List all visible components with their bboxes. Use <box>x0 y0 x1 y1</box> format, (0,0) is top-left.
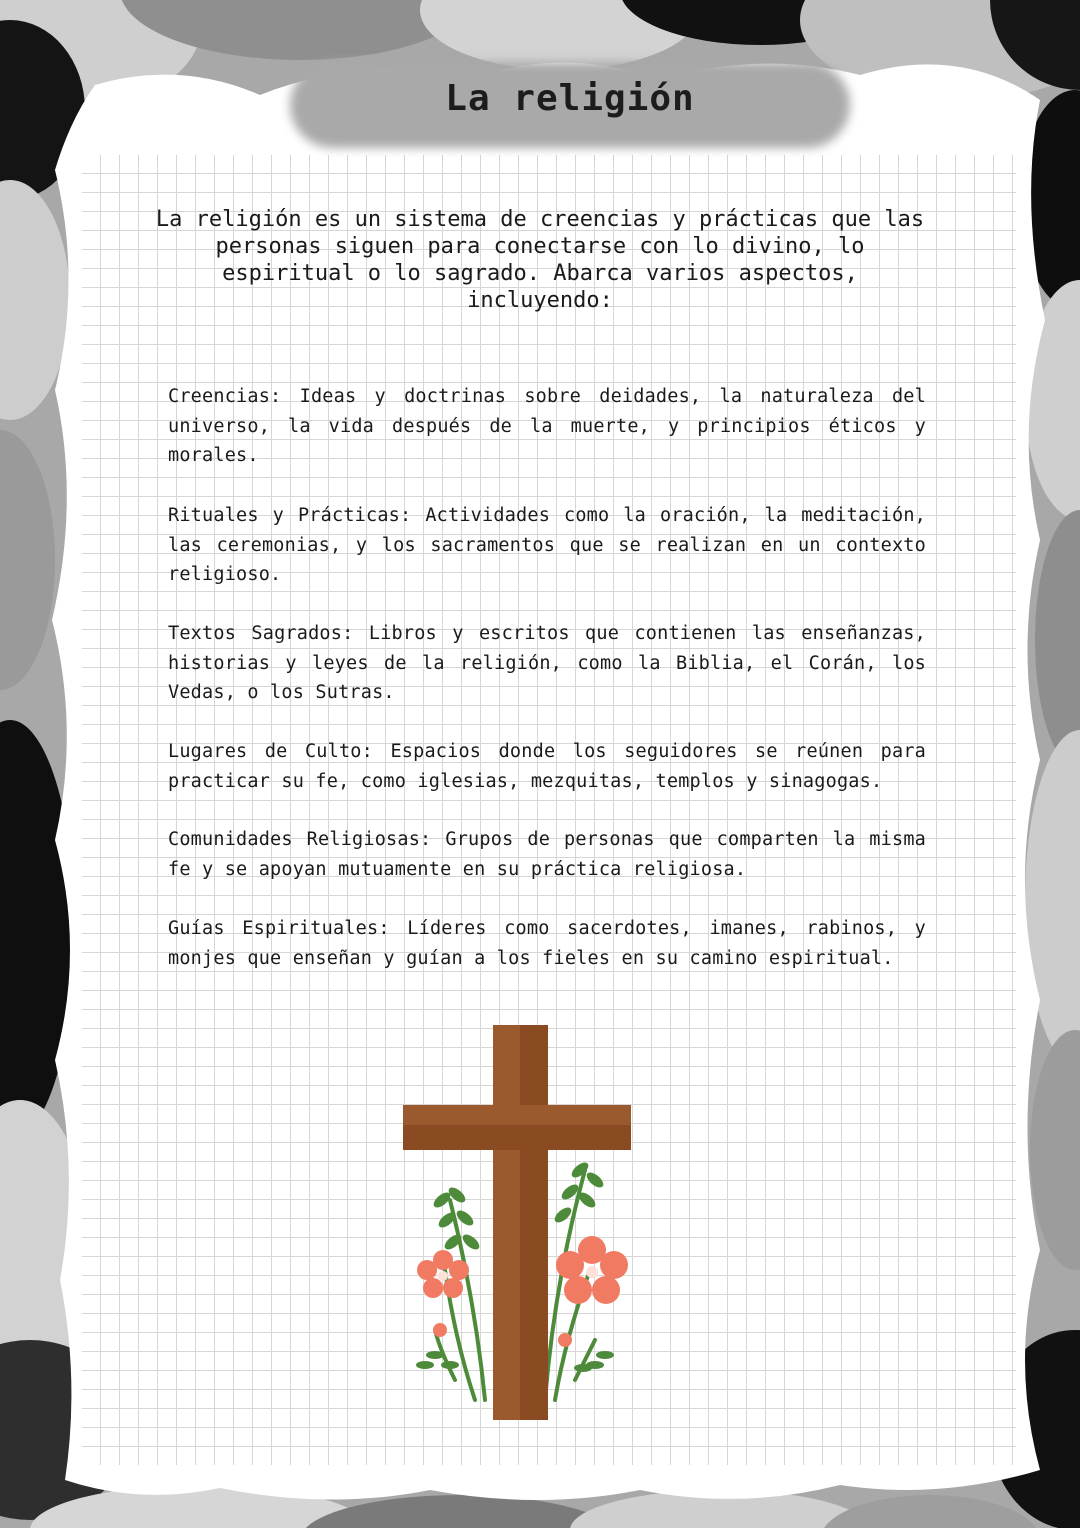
item-creencias <box>168 382 926 471</box>
item-text: Libros y escritos que contienen las enseñanzas, historias y leyes de la religión, como la Biblia, el Corán, los Vedas, o los Sutras. <box>168 623 926 703</box>
item-lugares-de-culto <box>168 737 926 796</box>
page-title: La religión <box>445 78 695 119</box>
item-text: Ideas y doctrinas sobre deidades, la naturaleza del universo, la vida después de la muerte, y principios éticos y morales. <box>168 386 926 466</box>
item-text: Actividades como la oración, la meditación, las ceremonias, y los sacramentos que se realizan en un contexto religioso. <box>168 505 926 585</box>
cross-with-flowers-icon <box>395 1020 640 1425</box>
item-text: Espacios donde los seguidores se reúnen para practicar su fe, como iglesias, mezquitas, templos y sinagogas. <box>168 741 926 792</box>
item-term: Textos Sagrados: <box>168 623 354 644</box>
item-term: Guías Espirituales: <box>168 918 390 939</box>
item-textos-sagrados <box>168 619 926 708</box>
item-term: Creencias: <box>168 386 282 407</box>
item-text: Líderes como sacerdotes, imanes, rabinos, y monjes que enseñan y guían a los fieles en su camino espiritual. <box>168 918 927 969</box>
item-comunidades <box>168 825 926 884</box>
item-term: Lugares de Culto: <box>168 741 373 762</box>
item-rituales <box>168 501 926 590</box>
item-term: Rituales y Prácticas: <box>168 505 412 526</box>
item-guias <box>168 914 926 973</box>
intro-paragraph: La religión es un sistema de creencias y prácticas que las personas siguen para conectarse con lo divino, lo espiritual o lo sagrado. Abarca varios aspectos, incluyendo: <box>155 207 925 313</box>
item-term: Comunidades Religiosas: <box>168 829 432 850</box>
item-text: Grupos de personas que comparten la misma fe y se apoyan mutuamente en su práctica religiosa. <box>168 829 926 880</box>
